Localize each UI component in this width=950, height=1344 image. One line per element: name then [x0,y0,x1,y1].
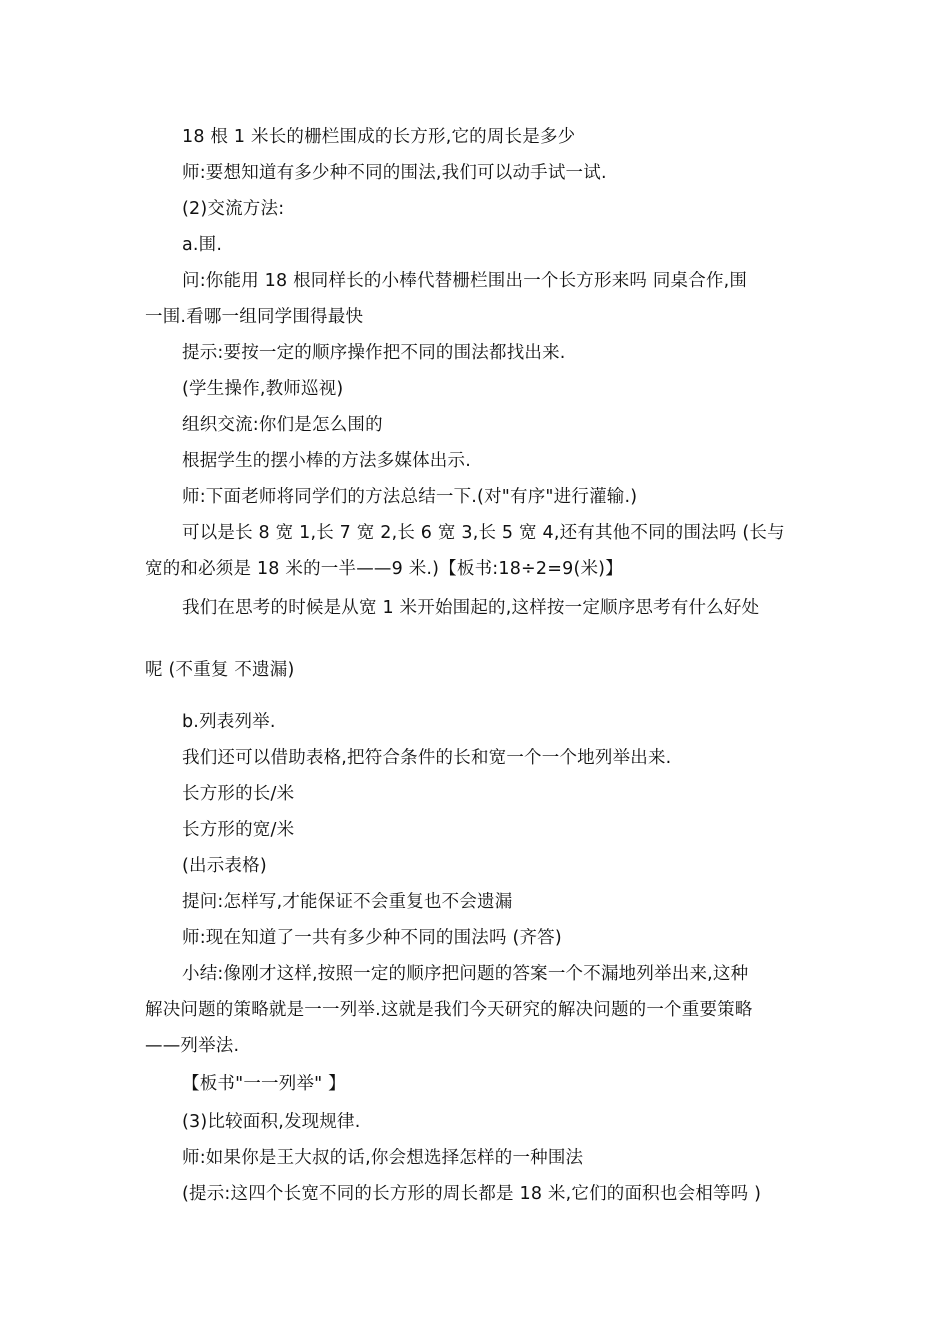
paragraph-line: 18 根 1 米长的栅栏围成的长方形,它的周长是多少 [182,127,576,147]
paragraph-line: 问:你能用 18 根同样长的小棒代替栅栏围出一个长方形来吗 同桌合作,围 [182,271,748,291]
paragraph-line: 解决问题的策略就是一一列举.这就是我们今天研究的解决问题的一个重要策略 [145,1000,753,1020]
paragraph-line: 一围.看哪一组同学围得最快 [145,307,364,327]
table-row-label: 长方形的宽/米 [182,820,295,840]
paragraph-line: 师:现在知道了一共有多少种不同的围法吗 (齐答) [182,928,562,948]
paragraph-line: (学生操作,教师巡视) [182,379,344,399]
paragraph-line: 我们还可以借助表格,把符合条件的长和宽一个一个地列举出来. [182,748,672,768]
paragraph-line: (出示表格) [182,856,267,876]
section-heading: (2)交流方法: [182,199,285,219]
subsection-heading: b.列表列举. [182,712,276,732]
paragraph-line: 呢 (不重复 不遗漏) [145,660,295,680]
table-row-label: 长方形的长/米 [182,784,295,804]
paragraph-line: 根据学生的摆小棒的方法多媒体出示. [182,451,471,471]
subsection-heading: a.围. [182,235,223,255]
paragraph-line: 提示:要按一定的顺序操作把不同的围法都找出来. [182,343,566,363]
paragraph-line: 宽的和必须是 18 米的一半——9 米.)【板书:18÷2=9(米)】 [145,559,623,579]
paragraph-line: 组织交流:你们是怎么围的 [182,415,383,435]
paragraph-line: 提问:怎样写,才能保证不会重复也不会遗漏 [182,892,513,912]
paragraph-line: 师:如果你是王大叔的话,你会想选择怎样的一种围法 [182,1148,584,1168]
paragraph-line: 小结:像刚才这样,按照一定的顺序把问题的答案一个不漏地列举出来,这种 [182,964,749,984]
paragraph-line: 师:要想知道有多少种不同的围法,我们可以动手试一试. [182,163,607,183]
paragraph-line: 我们在思考的时候是从宽 1 米开始围起的,这样按一定顺序思考有什么好处 [182,598,760,618]
section-heading: (3)比较面积,发现规律. [182,1112,361,1132]
paragraph-line: (提示:这四个长宽不同的长方形的周长都是 18 米,它们的面积也会相等吗 ) [182,1184,762,1204]
paragraph-line: ——列举法. [145,1036,240,1056]
board-note: 【板书"一一列举" 】 [182,1074,346,1094]
paragraph-line: 师:下面老师将同学们的方法总结一下.(对"有序"进行灌输.) [182,487,638,507]
paragraph-line: 可以是长 8 宽 1,长 7 宽 2,长 6 宽 3,长 5 宽 4,还有其他不同的围法吗 (长与 [182,523,785,543]
